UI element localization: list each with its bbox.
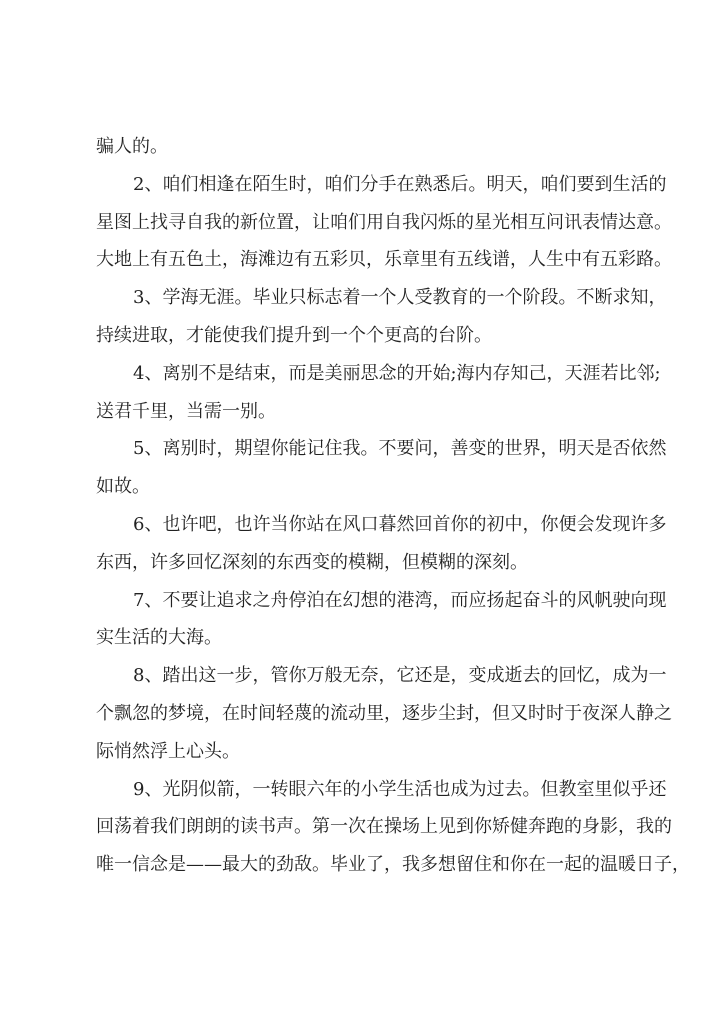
text-line: 骗人的。 (96, 136, 168, 157)
text-line: 2、咱们相逢在陌生时，咱们分手在熟悉后。明天，咱们要到生活的 (133, 173, 667, 195)
text-line: 星图上找寻自我的新位置，让咱们用自我闪烁的星光相互问讯表情达意。 (96, 211, 672, 233)
text-line: 3、学海无涯。毕业只标志着一个人受教育的一个阶段。不断求知， (133, 287, 667, 309)
text-line: 8、踏出这一步，管你万般无奈，它还是，变成逝去的回忆，成为一 (133, 665, 667, 687)
paragraph (96, 166, 672, 279)
text-line: 东西，许多回忆深刻的东西变的模糊，但模糊的深刻。 (96, 551, 528, 573)
text-line: 回荡着我们朗朗的读书声。第一次在操场上见到你矫健奔跑的身影，我的 (96, 816, 672, 838)
paragraph (96, 582, 667, 658)
text-line: 大地上有五色土，海滩边有五彩贝，乐章里有五线谱，人生中有五彩路。 (96, 249, 672, 271)
document-page (96, 128, 690, 884)
text-line: 实生活的大海。 (96, 627, 222, 649)
text-line: 唯一信念是——最大的劲敌。毕业了，我多想留住和你在一起的温暖日子， (96, 854, 690, 876)
paragraph (96, 430, 667, 506)
paragraph (96, 657, 672, 770)
text-line: 送君千里，当需一别。 (96, 400, 276, 422)
paragraph (96, 771, 690, 884)
paragraph (96, 279, 667, 355)
text-line: 5、离别时，期望你能记住我。不要问，善变的世界，明天是否依然 (133, 438, 667, 460)
paragraph (96, 355, 661, 431)
paragraph (96, 506, 667, 582)
paragraph (96, 128, 626, 166)
text-line: 持续进取，才能使我们提升到一个个更高的台阶。 (96, 324, 492, 346)
text-line: 如故。 (96, 476, 150, 498)
text-line: 6、也许吧，也许当你站在风口暮然回首你的初中，你便会发现许多 (133, 513, 667, 535)
text-line: 9、光阴似箭，一转眼六年的小学生活也成为过去。但教室里似乎还 (133, 778, 667, 800)
text-line: 个飘忽的梦境，在时间轻蔑的流动里，逐步尘封，但又时时于夜深人静之 (96, 702, 672, 724)
text-line: 7、不要让追求之舟停泊在幻想的港湾，而应扬起奋斗的风帆驶向现 (133, 589, 667, 611)
text-line: 际悄然浮上心头。 (96, 740, 240, 762)
text-line: 4、离别不是结束，而是美丽思念的开始;海内存知己，天涯若比邻; (133, 362, 661, 384)
